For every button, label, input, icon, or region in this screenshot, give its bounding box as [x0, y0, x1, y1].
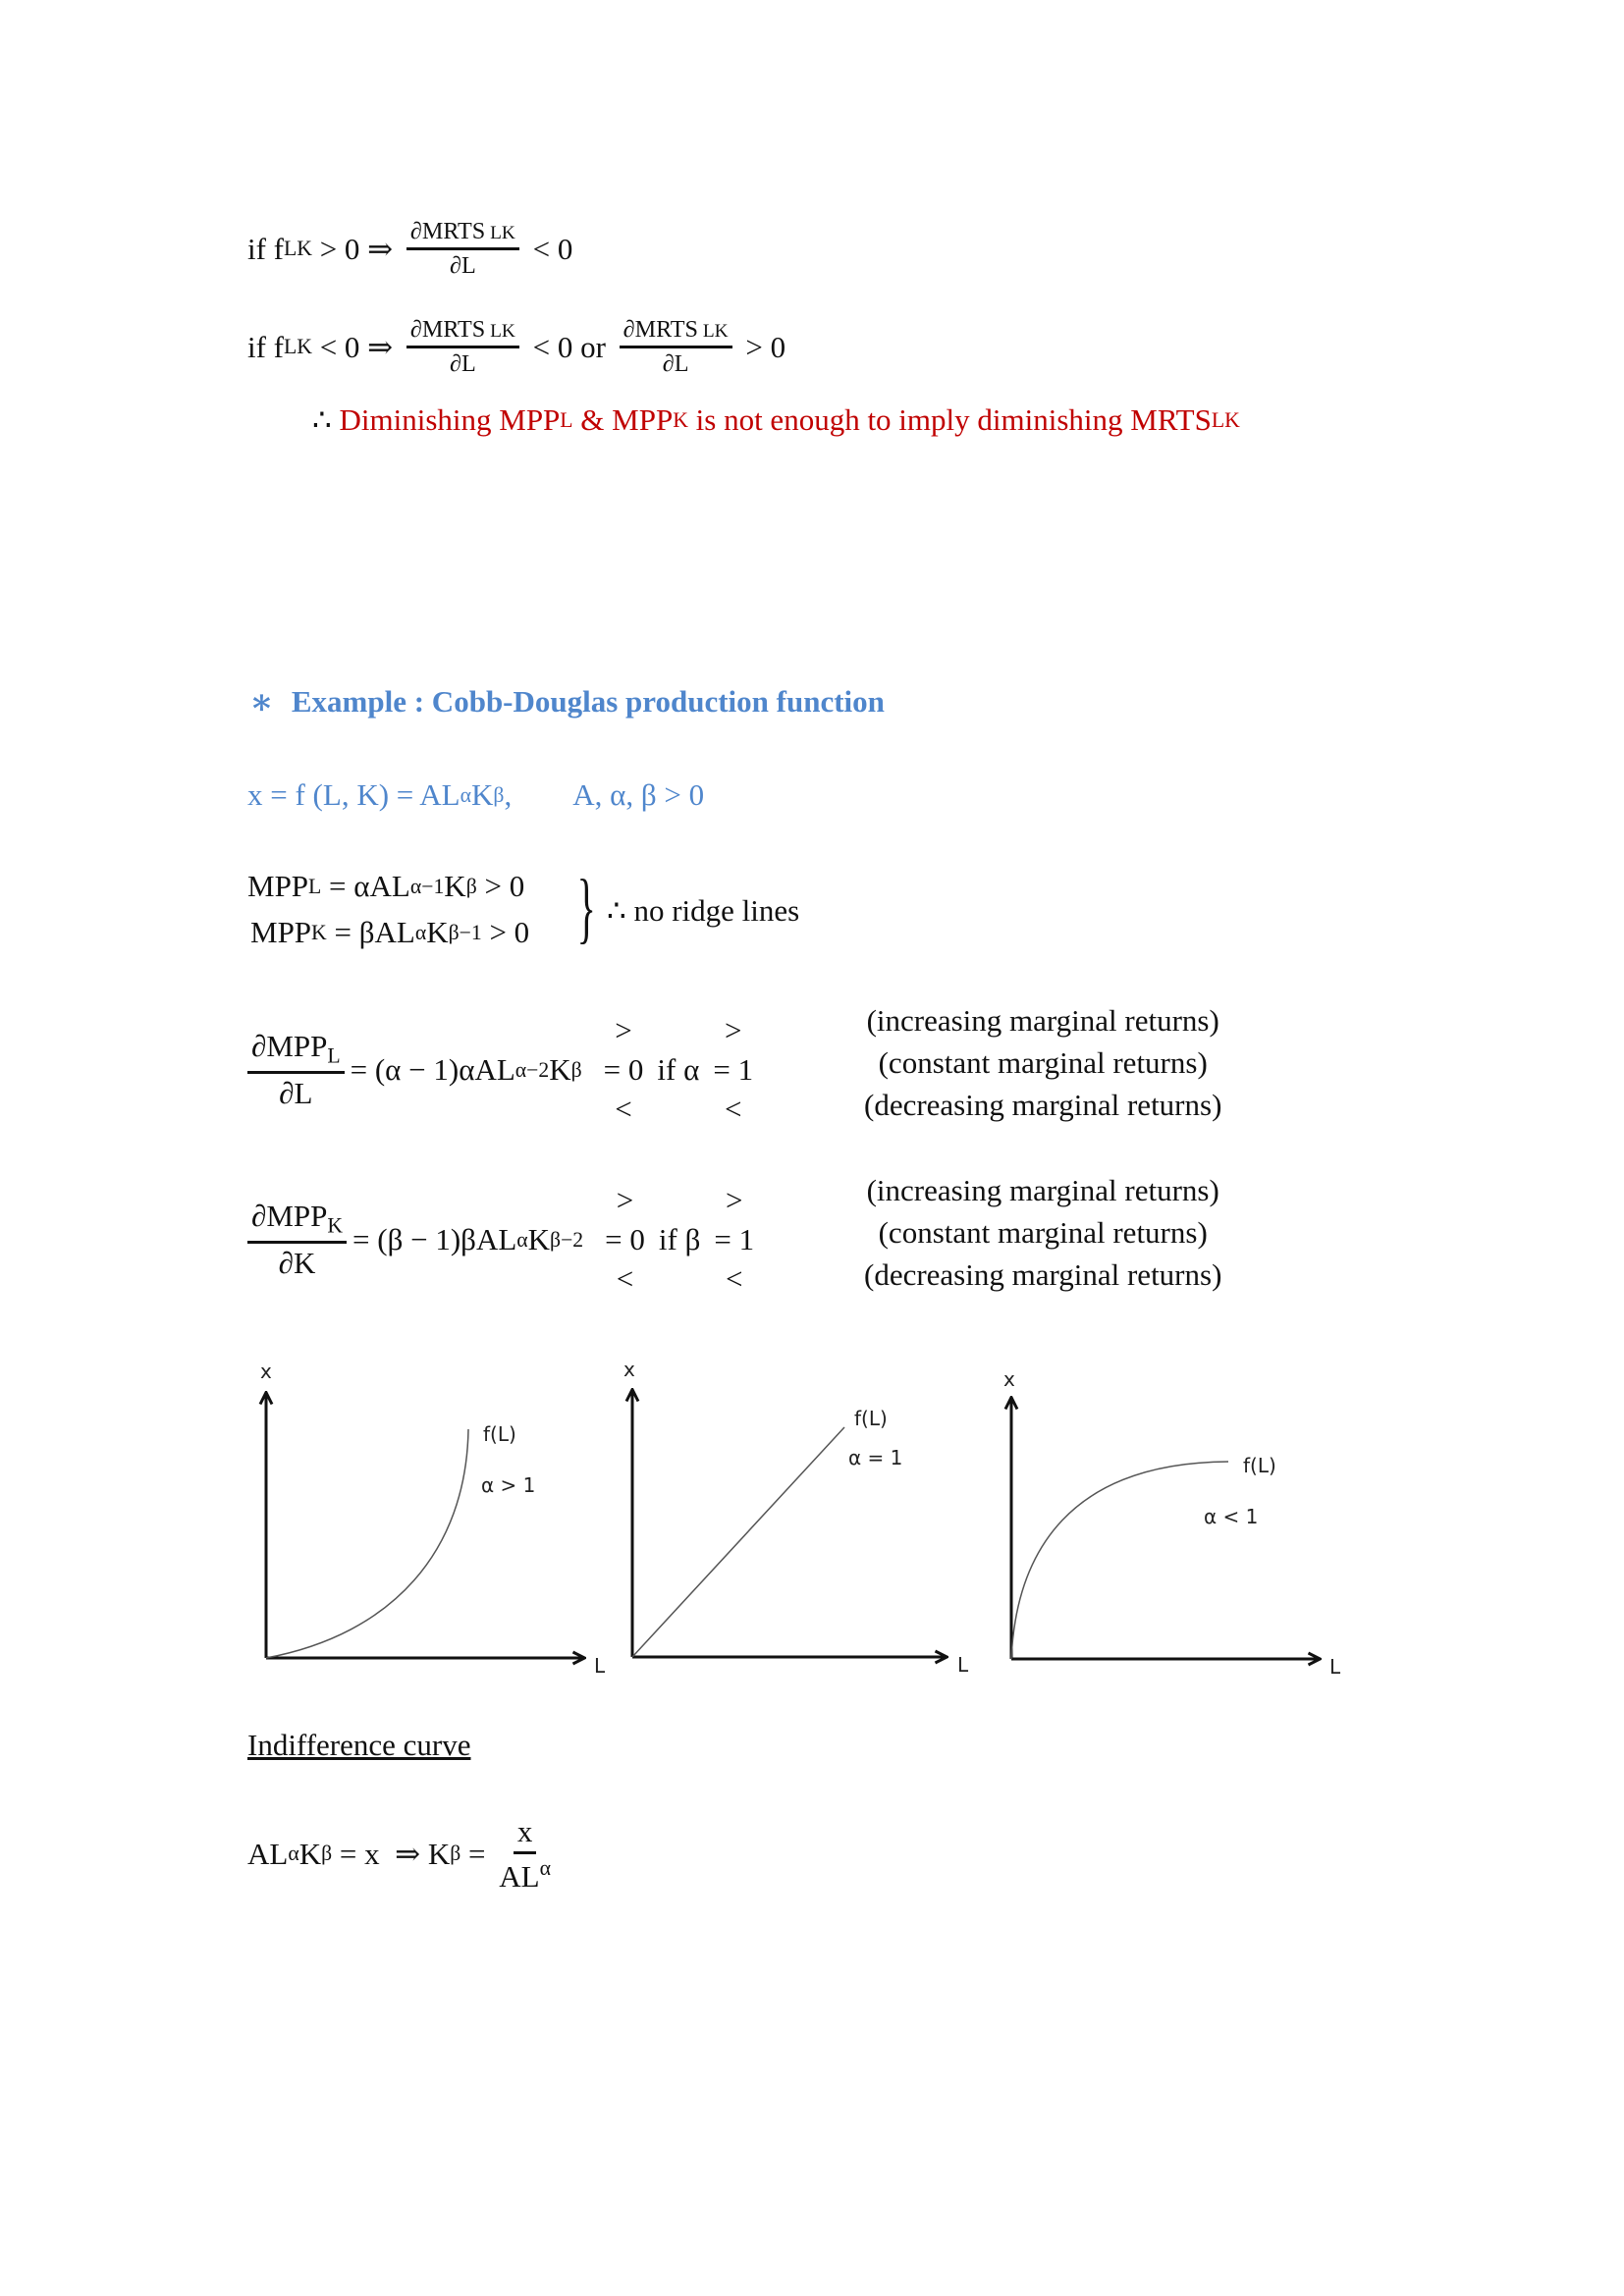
- text: MPP: [247, 869, 309, 903]
- decreasing-returns: (decreasing marginal returns): [864, 1088, 1222, 1122]
- text: < 0: [524, 231, 573, 266]
- superscript: α: [539, 1856, 551, 1880]
- subscript: LK: [485, 223, 515, 243]
- text: = αAL: [321, 869, 410, 903]
- y-axis-label: x: [260, 1360, 272, 1383]
- indifference-curve-heading: Indifference curve: [247, 1728, 471, 1762]
- text: if β: [658, 1222, 701, 1256]
- text: ,: [504, 777, 513, 812]
- therefore-symbol: ∴: [312, 402, 340, 437]
- eq: = 1: [714, 1222, 755, 1256]
- text: K: [426, 915, 449, 949]
- superscript: α−2: [514, 1057, 550, 1082]
- denominator: ∂L: [450, 252, 476, 279]
- heading-text: Example : Cobb-Douglas production function: [291, 684, 885, 719]
- right-brace: }: [576, 865, 596, 951]
- decreasing-returns: (decreasing marginal returns): [864, 1257, 1222, 1292]
- text: x = f (L, K) = AL: [247, 777, 460, 812]
- superscript: α−1: [409, 874, 445, 898]
- condition-label: α = 1: [848, 1446, 903, 1469]
- text: > 0 ⇒: [311, 231, 401, 266]
- subscript: LK: [697, 321, 729, 342]
- text: = βAL: [326, 915, 415, 949]
- text: AL: [247, 1836, 289, 1871]
- subscript: LK: [284, 335, 312, 358]
- gt: >: [725, 1183, 743, 1217]
- text: K: [549, 1052, 571, 1087]
- superscript: β: [493, 782, 505, 807]
- superscript: β: [321, 1842, 333, 1866]
- text: is not enough to imply diminishing MRTS: [687, 402, 1212, 437]
- lt: <: [615, 1092, 632, 1126]
- superscript: β: [465, 874, 477, 898]
- denominator: [499, 1854, 551, 1895]
- eq: = 1: [713, 1052, 754, 1087]
- gt: >: [724, 1013, 742, 1047]
- subscript: K: [311, 920, 327, 944]
- curve-label: f(L): [854, 1407, 888, 1430]
- lt: <: [725, 1261, 743, 1296]
- line-linear: [632, 1427, 844, 1657]
- constant-returns: (constant marginal returns): [878, 1215, 1208, 1250]
- superscript: α: [414, 920, 427, 944]
- denominator: ∂L: [279, 1075, 313, 1110]
- numerator: ∂MRTS: [623, 316, 698, 343]
- numerator: ∂MRTS: [409, 316, 486, 343]
- subscript: LK: [485, 321, 515, 342]
- x-axis-label: L: [957, 1653, 969, 1677]
- subscript: L: [308, 874, 322, 898]
- text: MPP: [250, 915, 312, 949]
- subscript: K: [673, 407, 688, 432]
- numerator: x: [514, 1814, 537, 1854]
- text: < 0 or: [524, 329, 614, 364]
- text: if f: [247, 231, 285, 266]
- curve-concave: [1011, 1462, 1228, 1659]
- subscript: L: [327, 1043, 341, 1068]
- text: > 0: [737, 329, 786, 364]
- text: K: [298, 1836, 322, 1871]
- y-axis-label: x: [1003, 1367, 1015, 1391]
- text: K: [471, 777, 494, 812]
- condition-label: α > 1: [481, 1473, 536, 1497]
- fraction: [499, 1814, 551, 1895]
- subscript: K: [327, 1213, 344, 1238]
- denominator: ∂L: [662, 350, 689, 377]
- denominator: ∂K: [278, 1245, 316, 1280]
- superscript: α: [516, 1227, 528, 1252]
- text: > 0: [481, 915, 530, 949]
- text: = (β − 1)βAL: [352, 1222, 517, 1256]
- text: =: [460, 1836, 494, 1871]
- lt: <: [724, 1092, 742, 1126]
- text: > 0: [476, 869, 525, 903]
- subscript: LK: [284, 237, 312, 260]
- text: Diminishing MPP: [339, 402, 561, 437]
- text: & MPP: [572, 402, 674, 437]
- numerator: ∂MRTS: [409, 218, 486, 244]
- increasing-returns: (increasing marginal returns): [866, 1173, 1219, 1207]
- curve-convex: [266, 1429, 468, 1658]
- graph-constant: [623, 1358, 969, 1677]
- x-axis-label: L: [594, 1654, 606, 1678]
- graph-increasing: [260, 1360, 606, 1678]
- subscript: LK: [1211, 407, 1240, 432]
- asterisk-icon: ∗: [249, 682, 274, 721]
- superscript: β: [450, 1842, 461, 1866]
- text: K: [444, 869, 466, 903]
- y-axis-label: x: [623, 1358, 635, 1381]
- text: < 0 ⇒: [311, 329, 401, 364]
- text: K: [527, 1222, 551, 1256]
- lt: <: [616, 1261, 634, 1296]
- superscript: α: [288, 1842, 299, 1866]
- gt: >: [615, 1013, 632, 1047]
- superscript: β−2: [550, 1227, 584, 1252]
- eq: = 0: [603, 1052, 644, 1087]
- constant-returns: (constant marginal returns): [878, 1045, 1208, 1080]
- text: if f: [247, 329, 285, 364]
- increasing-returns: (increasing marginal returns): [866, 1003, 1219, 1038]
- text: AL: [499, 1858, 540, 1894]
- eq: = 0: [605, 1222, 645, 1256]
- x-axis-label: L: [1329, 1655, 1341, 1679]
- subscript: L: [560, 407, 573, 432]
- superscript: β−1: [448, 920, 482, 944]
- graph-decreasing: [1003, 1367, 1341, 1679]
- text: if α: [657, 1052, 700, 1087]
- superscript: β: [570, 1057, 582, 1082]
- parameter-condition: A, α, β > 0: [572, 777, 705, 812]
- indifference-equation: [247, 1814, 557, 1895]
- curve-label: f(L): [483, 1422, 516, 1446]
- text: = x ⇒ K: [332, 1836, 451, 1871]
- numerator: ∂MPP: [251, 1029, 328, 1064]
- curve-label: f(L): [1243, 1454, 1276, 1477]
- gt: >: [616, 1183, 634, 1217]
- no-ridge-lines-note: ∴ no ridge lines: [607, 893, 800, 928]
- text: = (α − 1)αAL: [350, 1052, 515, 1087]
- condition-label: α < 1: [1204, 1505, 1259, 1528]
- superscript: α: [460, 782, 471, 807]
- denominator: ∂L: [450, 350, 476, 377]
- numerator: ∂MPP: [251, 1199, 328, 1234]
